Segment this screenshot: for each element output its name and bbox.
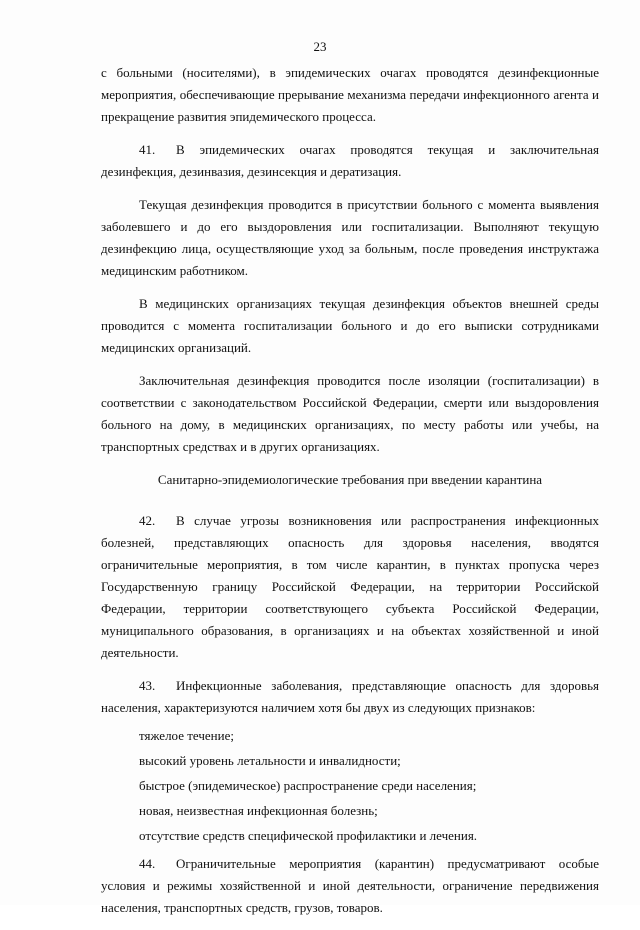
list-item: тяжелое течение; (139, 728, 234, 743)
signs-list (101, 725, 599, 847)
paragraph-final-disinfection (101, 370, 599, 458)
paragraph-42 (101, 510, 599, 664)
list-item: высокий уровень летальности и инвалидности; (139, 753, 401, 768)
document-body (101, 62, 599, 930)
list-item: новая, неизвестная инфекционная болезнь; (139, 803, 378, 818)
paragraph-text: Ограничительные мероприятия (карантин) предусматривают особые условия и режимы хозяйственной и иной деятельности, ограничение передвижения населения, транспортных средств, грузов, товаров. (101, 856, 599, 915)
paragraph-44 (101, 853, 599, 919)
paragraph-number: 41. (139, 142, 156, 157)
paragraph-medical-organizations (101, 293, 599, 359)
section-heading: Санитарно-эпидемиологические требования при введении карантина (157, 472, 543, 487)
paragraph-43 (101, 675, 599, 719)
paragraph-text: Инфекционные заболевания, представляющие опасность для здоровья населения, характеризуются наличием хотя бы двух из следующих признаков: (101, 678, 599, 715)
paragraph-current-disinfection (101, 194, 599, 282)
paragraph-continuation (101, 62, 599, 128)
paragraph-number: 44. (139, 856, 156, 871)
list-item: отсутствие средств специфической профилактики и лечения. (139, 828, 478, 843)
paragraph-number: 43. (139, 678, 156, 693)
paragraph-number: 42. (139, 513, 156, 528)
paragraph-text: Заключительная дезинфекция проводится после изоляции (госпитализации) в соответствии с законодательством Российской Федерации, смерти или выздоровления больного на дому, в медицинских организациях, по месту работы или учебы, на транспортных средствах и в других организациях. (101, 373, 599, 454)
page-number: 23 (313, 39, 327, 54)
paragraph-text: В медицинских организациях текущая дезинфекция объектов внешней среды проводится с момента госпитализации больного и до его выписки сотрудниками медицинских организаций. (101, 296, 599, 355)
paragraph-text: В случае угрозы возникновения или распространения инфекционных болезней, представляющих опасность для здоровья населения, вводятся ограничительные мероприятия, в том числе карантин, в пунктах пропуска через Государственную границу Российской Федерации, на территории Российской Федерации, территории соответствующего субъекта Российской Федерации, муниципального образования, в организациях и на объектах хозяйственной и иной деятельности. (101, 513, 599, 660)
paragraph-41 (101, 139, 599, 183)
paragraph-text: с больными (носителями), в эпидемических очагах проводятся дезинфекционные мероприятия, обеспечивающие прерывание механизма передачи инфекционного агента и прекращение развития эпидемического процесса. (101, 65, 599, 124)
paragraph-text: Текущая дезинфекция проводится в присутствии больного с момента выявления заболевшего и до его выздоровления или госпитализации. Выполняют текущую дезинфекцию лица, осуществляющие уход за больным, после проведения инструктажа медицинским работником. (101, 197, 599, 278)
paragraph-text: В эпидемических очагах проводятся текущая и заключительная дезинфекция, дезинвазия, дезинсекция и дератизация. (101, 142, 599, 179)
list-item: быстрое (эпидемическое) распространение среди населения; (139, 778, 477, 793)
